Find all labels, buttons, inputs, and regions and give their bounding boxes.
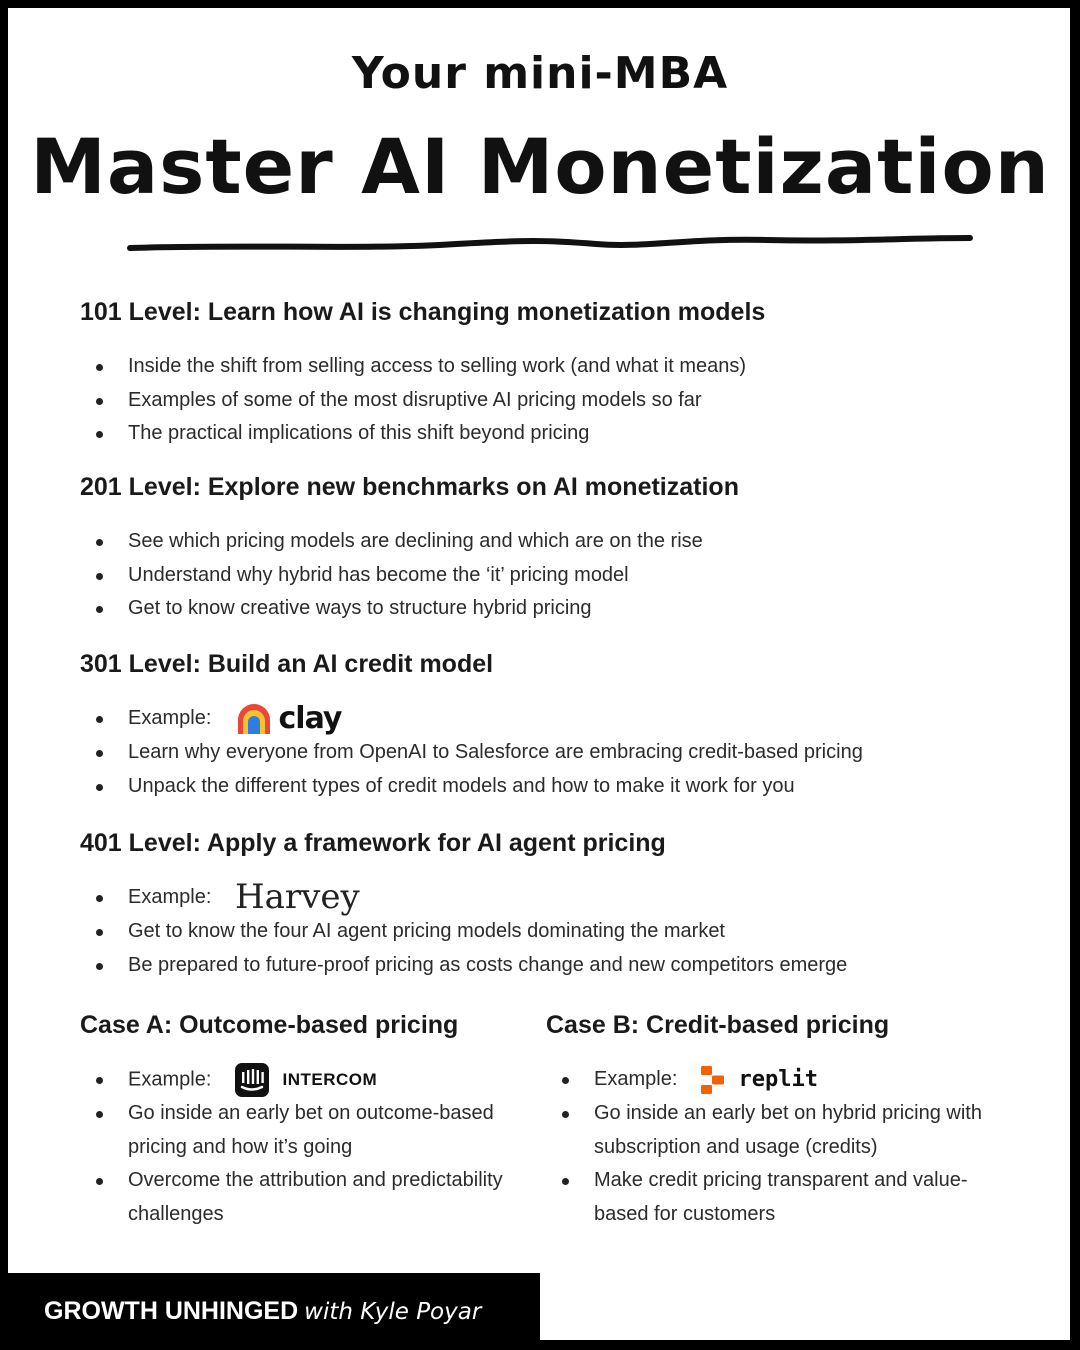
list-item: The practical implications of this shift beyond pricing xyxy=(92,417,746,451)
intercom-logo xyxy=(235,1063,377,1097)
list-item: Get to know the four AI agent pricing models dominating the market xyxy=(92,915,847,949)
list-item xyxy=(558,1063,998,1097)
footer-banner xyxy=(0,1273,540,1350)
list-item: See which pricing models are declining and which are on the rise xyxy=(92,525,703,559)
harvey-logo xyxy=(234,877,360,917)
example-label: Example: xyxy=(128,1068,212,1091)
list-item: Examples of some of the most disruptive AI pricing models so far xyxy=(92,384,746,418)
section-301-title: 301 Level: Build an AI credit model xyxy=(80,650,494,678)
replit-logo-text: replit xyxy=(738,1067,818,1092)
list-item: Learn why everyone from OpenAI to Salesforce are embracing credit-based pricing xyxy=(92,736,863,770)
list-item: Understand why hybrid has become the ‘it’ pricing model xyxy=(92,559,703,593)
list-item: Inside the shift from selling access to selling work (and what it means) xyxy=(92,350,746,384)
title-underline xyxy=(126,228,974,258)
replit-logo xyxy=(701,1063,818,1097)
page-title: Master AI Monetization xyxy=(30,122,1050,211)
list-item: Go inside an early bet on outcome-based pricing and how it’s going xyxy=(92,1097,512,1164)
list-item: Make credit pricing transparent and value-based for customers xyxy=(558,1164,998,1231)
list-item: Overcome the attribution and predictability challenges xyxy=(92,1164,512,1231)
footer-byline: with Kyle Poyar xyxy=(304,1299,482,1325)
list-item xyxy=(92,702,863,736)
list-item: Be prepared to future-proof pricing as costs change and new competitors emerge xyxy=(92,949,847,983)
section-201-title: 201 Level: Explore new benchmarks on AI monetization xyxy=(80,473,739,501)
harvey-logo-text: Harvey xyxy=(234,877,360,917)
footer-brand-name: GROWTH UNHINGED xyxy=(44,1297,299,1325)
case-b-title: Case B: Credit-based pricing xyxy=(546,1011,890,1039)
example-label: Example: xyxy=(128,707,212,730)
example-label: Example: xyxy=(594,1068,678,1091)
list-item xyxy=(92,1063,512,1097)
section-101-title: 101 Level: Learn how AI is changing monetization models xyxy=(80,298,766,326)
clay-logo-icon xyxy=(235,704,273,734)
clay-logo xyxy=(235,702,342,736)
replit-logo-icon xyxy=(701,1066,725,1094)
list-item: Unpack the different types of credit models and how to make it work for you xyxy=(92,770,863,804)
intercom-logo-text: INTERCOM xyxy=(282,1070,378,1090)
case-b-list xyxy=(558,1063,998,1232)
page-subtitle: Your mini-MBA xyxy=(351,48,729,99)
footer-brand xyxy=(44,1297,481,1326)
case-a-title: Case A: Outcome-based pricing xyxy=(80,1011,459,1039)
case-a-list xyxy=(92,1063,512,1232)
intercom-logo-icon xyxy=(235,1063,269,1097)
list-item: Get to know creative ways to structure hybrid pricing xyxy=(92,592,703,626)
example-label: Example: xyxy=(128,886,212,909)
section-401-list xyxy=(92,877,848,982)
section-101-list xyxy=(92,350,746,451)
clay-logo-text: clay xyxy=(278,701,342,736)
section-401-title: 401 Level: Apply a framework for AI agent pricing xyxy=(80,829,666,857)
section-201-list xyxy=(92,525,703,626)
section-301-list xyxy=(92,702,863,803)
list-item: Go inside an early bet on hybrid pricing with subscription and usage (credits) xyxy=(558,1097,998,1164)
list-item xyxy=(92,877,847,917)
